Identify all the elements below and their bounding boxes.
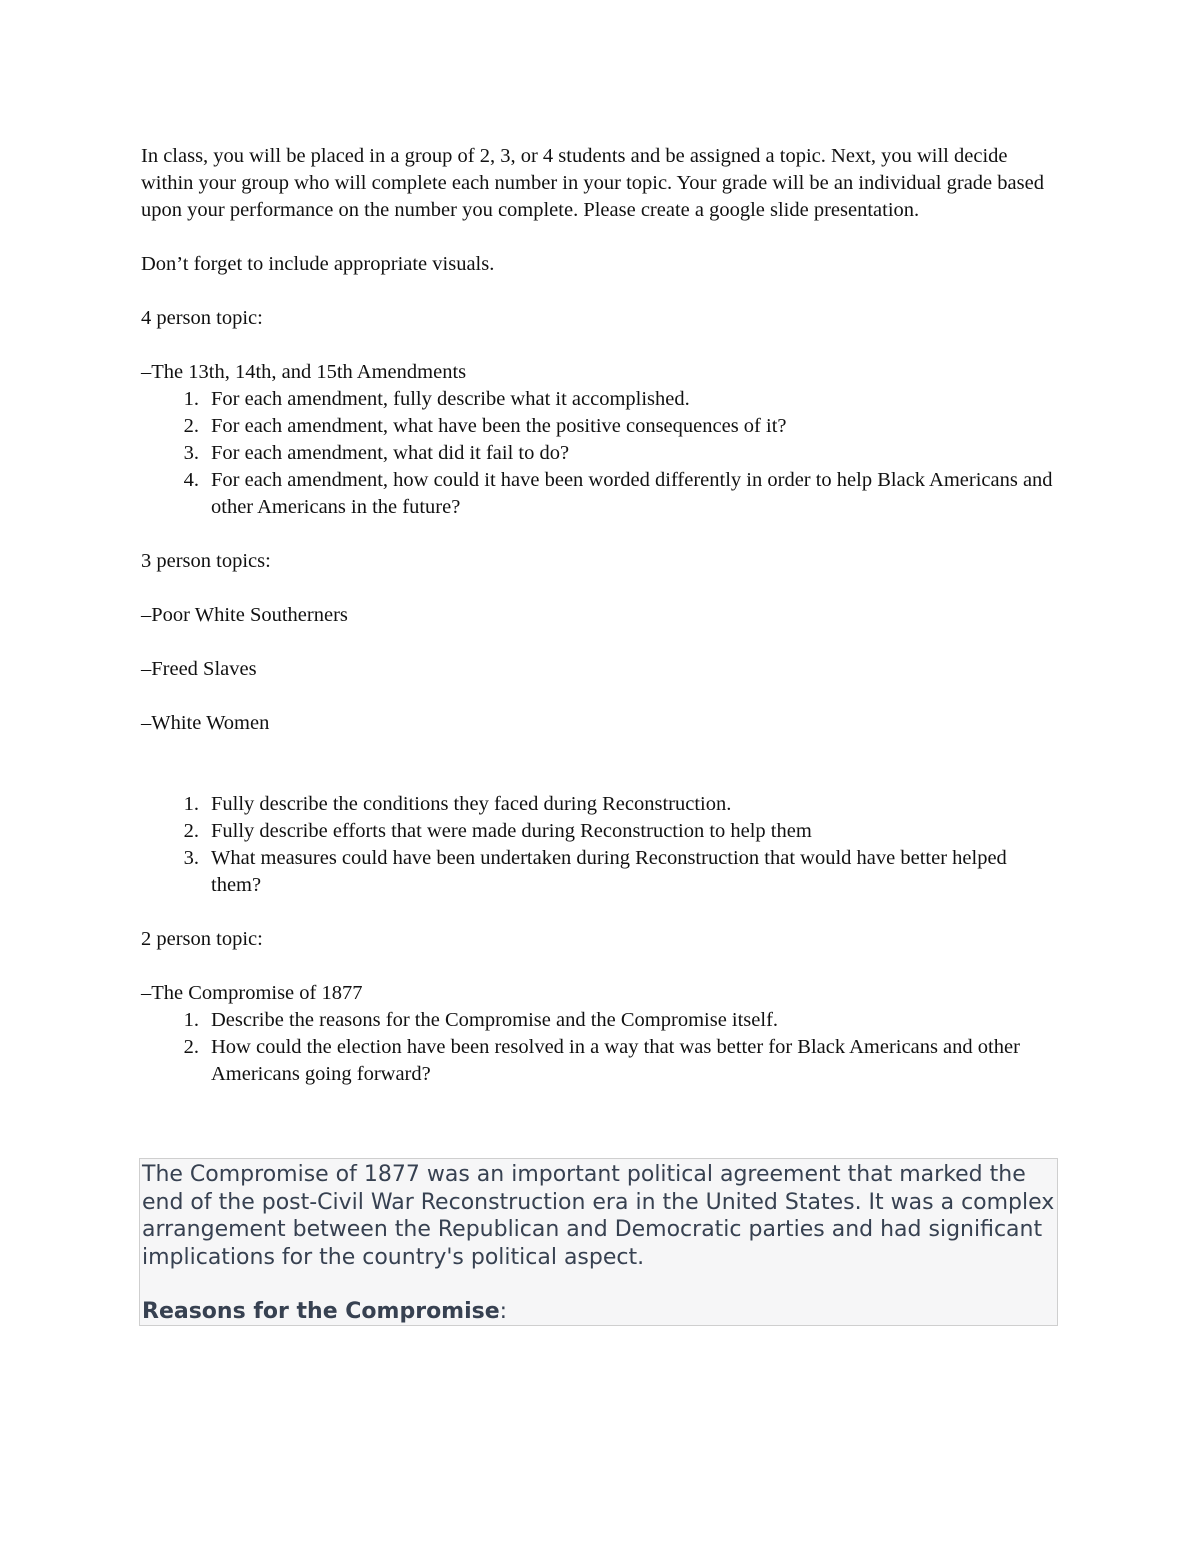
two-person-list [141, 1007, 1061, 1088]
intro-paragraph: In class, you will be placed in a group of 2, 3, or 4 students and be assigned a topic. Next, you will decide within your group who will complete each number in your topic. Your grade will be an individual grade based upon your performance on the number you complete. Please create a google slide presentation. [141, 145, 1044, 221]
answer-heading-colon: : [499, 1299, 508, 1324]
answer-heading [142, 1298, 1055, 1326]
four-person-heading: 4 person topic: [141, 307, 263, 329]
list-number: 3. [183, 847, 199, 869]
document-body [141, 143, 1061, 1115]
list-number: 2. [183, 1036, 199, 1058]
list-item [141, 791, 1061, 818]
visuals-note: Don’t forget to include appropriate visuals. [141, 253, 495, 275]
list-item [141, 1034, 1061, 1088]
list-item [141, 413, 1061, 440]
four-person-list [141, 386, 1061, 521]
blank-line [141, 764, 1061, 791]
list-number: 3. [183, 442, 199, 464]
list-item [141, 467, 1061, 521]
list-item [141, 845, 1061, 899]
pasted-answer-box [139, 1158, 1058, 1326]
list-item-text: Describe the reasons for the Compromise and the Compromise itself. [211, 1009, 779, 1031]
list-item [141, 386, 1061, 413]
list-number: 2. [183, 820, 199, 842]
list-item-text: How could the election have been resolved in a way that was better for Black Americans and other Americans going forward? [211, 1036, 1020, 1085]
list-item-text: For each amendment, what have been the positive consequences of it? [211, 415, 787, 437]
list-number: 1. [183, 1009, 199, 1031]
three-person-topic: –White Women [141, 712, 270, 734]
answer-heading-text: Reasons for the Compromise [142, 1299, 500, 1324]
four-person-topic: –The 13th, 14th, and 15th Amendments [141, 361, 467, 383]
list-number: 4. [183, 469, 199, 491]
three-person-heading: 3 person topics: [141, 550, 271, 572]
list-item-text: What measures could have been undertaken during Reconstruction that would have better helped them? [211, 847, 1007, 896]
three-person-topic: –Freed Slaves [141, 658, 257, 680]
list-number: 1. [183, 793, 199, 815]
list-number: 1. [183, 388, 199, 410]
list-number: 2. [183, 415, 199, 437]
list-item-text: Fully describe efforts that were made during Reconstruction to help them [211, 820, 812, 842]
list-item [141, 818, 1061, 845]
two-person-topic: –The Compromise of 1877 [141, 982, 363, 1004]
list-item-text: Fully describe the conditions they faced during Reconstruction. [211, 793, 732, 815]
list-item [141, 440, 1061, 467]
three-person-list [141, 791, 1061, 899]
two-person-heading: 2 person topic: [141, 928, 263, 950]
list-item-text: For each amendment, fully describe what it accomplished. [211, 388, 690, 410]
list-item-text: For each amendment, what did it fail to do? [211, 442, 570, 464]
list-item-text: For each amendment, how could it have been worded differently in order to help Black Americans and other Americans in the future? [211, 469, 1053, 518]
three-person-topic: –Poor White Southerners [141, 604, 348, 626]
list-item [141, 1007, 1061, 1034]
answer-paragraph: The Compromise of 1877 was an important political agreement that marked the end of the post-Civil War Reconstruction era in the United States. It was a complex arrangement between the Republican and Democratic parties and had significant implications for the country's political aspect. [142, 1162, 1055, 1270]
